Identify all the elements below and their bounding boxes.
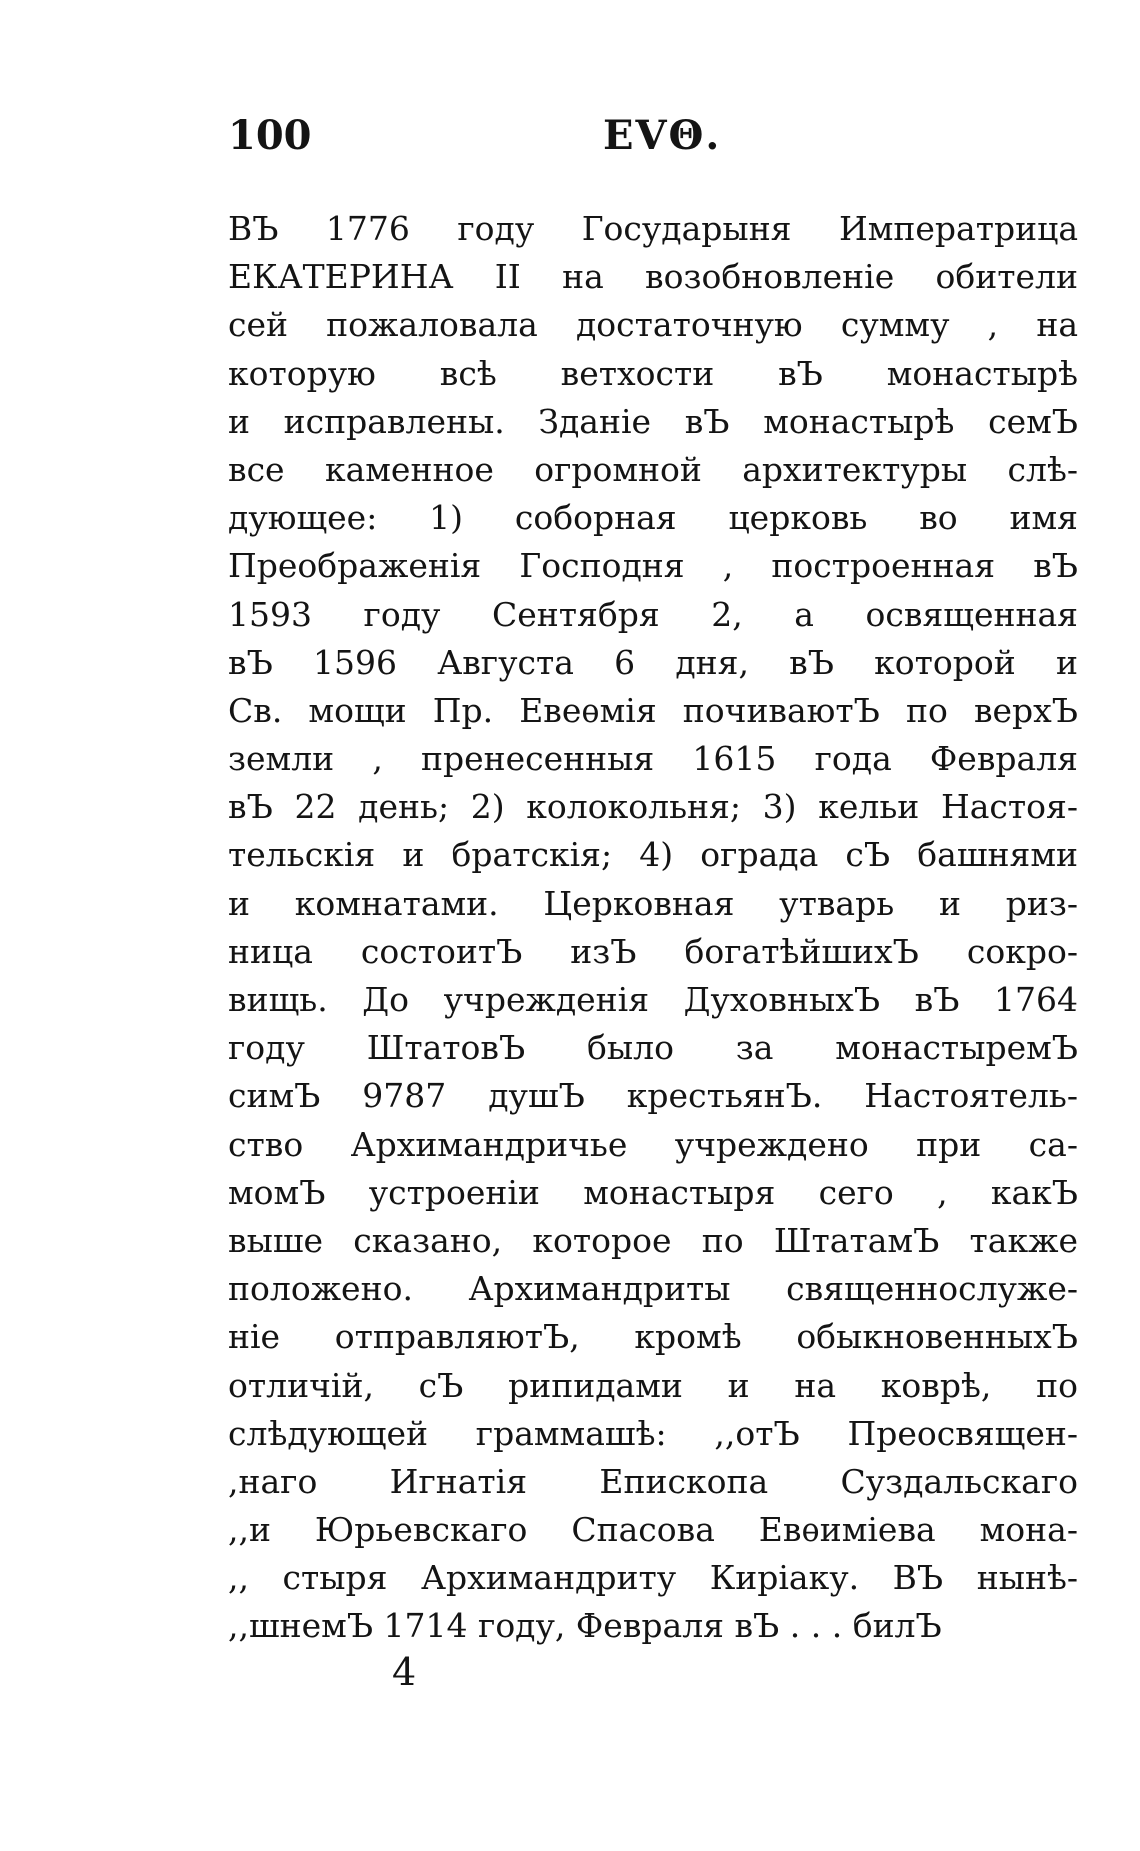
text-line: ница состоитЪ изЪ богатѣйшихЪ сокро- [228, 931, 1078, 971]
text-line: ,,шнемЪ 1714 году, Февраля вЪ . . . билЪ [228, 1606, 942, 1646]
text-line: году ШтатовЪ было за монастыремЪ [228, 1028, 1078, 1068]
text-line: слѣдующей граммашѣ: ,,отЪ Преосвящен- [228, 1413, 1078, 1453]
text-line: сей пожаловала достаточную сумму , на [228, 305, 1078, 345]
running-head: EVΘ. [603, 112, 722, 159]
page-number: 100 [228, 112, 312, 159]
text-line: отличій, сЪ рипидами и на коврѣ, по [228, 1365, 1078, 1405]
text-line: ВЪ 1776 году Государыня Императрица [228, 209, 1078, 248]
text-line: ніе отправляютЪ, кромѣ обыкновенныхЪ [228, 1317, 1078, 1357]
text-line: вищь. До учрежденія ДуховныхЪ вЪ 1764 [228, 980, 1078, 1019]
text-line: ЕКАТЕРИНА II на возобновленіе обители [228, 257, 1078, 297]
text-line: ство Архимандричье учреждено при са- [228, 1124, 1078, 1164]
text-line: положено. Архимандриты священнослуже- [228, 1269, 1078, 1309]
text-line: симЪ 9787 душЪ крестьянЪ. Настоятель- [228, 1076, 1078, 1116]
text-line: и исправлены. Зданіе вЪ монастырѣ семЪ [228, 401, 1078, 441]
text-line: и комнатами. Церковная утварь и риз- [228, 883, 1078, 923]
text-line: 1593 году Сентября 2, а освященная [228, 594, 1078, 634]
text-line: земли , пренесенныя 1615 года Февраля [228, 739, 1078, 779]
page-header [228, 112, 1074, 172]
text-line: ,,и Юрьевскаго Спасова Евѳиміева мона- [228, 1510, 1078, 1550]
text-line: которую всѣ ветхости вЪ монастырѣ [228, 353, 1078, 393]
text-line: Св. мощи Пр. Евеѳмія почиваютЪ по верхЪ [228, 690, 1078, 730]
text-line: все каменное огромной архитектуры слѣ- [228, 449, 1078, 489]
body-text [228, 205, 1078, 1651]
text-line: вЪ 1596 Августа 6 дня, вЪ которой и [228, 642, 1078, 682]
text-line: выше сказано, которое по ШтатамЪ также [228, 1220, 1078, 1260]
text-line: момЪ устроеніи монастыря сего , какЪ [228, 1172, 1078, 1212]
text-line: ,, стыря Архимандриту Кирiаку. ВЪ нынѣ- [228, 1558, 1078, 1598]
text-line: ,наго Игнатія Епископа Суздальскаго [228, 1461, 1078, 1501]
gatherer-mark: 4 [392, 1650, 417, 1694]
text-line: тельскія и братскія; 4) ограда сЪ башнями [228, 835, 1078, 875]
text-line: вЪ 22 день; 2) колокольня; 3) кельи Настоя- [228, 787, 1078, 827]
text-line: дующее: 1) соборная церковь во имя [228, 498, 1078, 538]
text-line: Преображенія Господня , построенная вЪ [228, 546, 1078, 586]
